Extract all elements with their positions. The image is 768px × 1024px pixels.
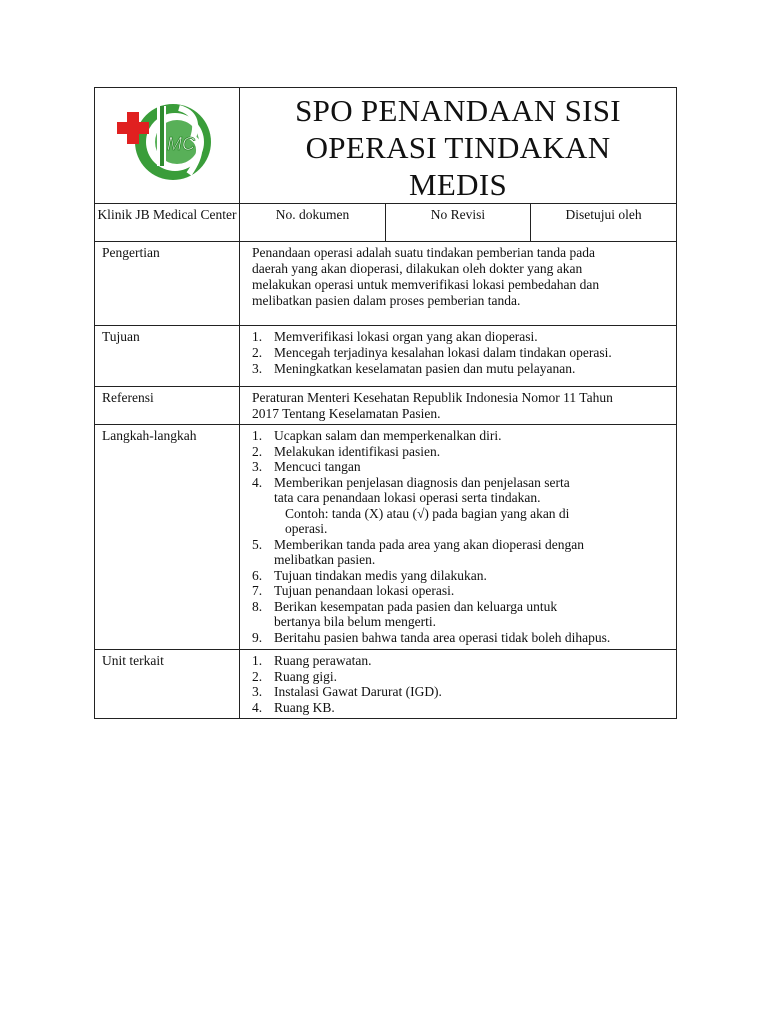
clinic-logo	[117, 98, 217, 186]
document-title	[240, 88, 677, 204]
list-item: 6. Tujuan tindakan medis yang dilakukan.	[252, 567, 487, 583]
list-item: 5. Memberikan tanda pada area yang akan dioperasi dengan melibatkan pasien.	[252, 536, 584, 567]
langkah-list	[252, 428, 666, 645]
logo-cell	[95, 88, 240, 204]
list-item: 4. Memberikan penjelasan diagnosis dan penjelasan serta tata cara penandaan lokasi operasi serta tindakan. Contoh: tanda (X) atau (√) pada bagian yang akan di operasi.	[252, 474, 570, 536]
title-line: SPO PENANDAAN SISI	[295, 93, 621, 128]
list-item: 1. Ruang perawatan.	[252, 653, 372, 668]
revision-number-label: No Revisi	[386, 204, 531, 242]
list-item: 1. Memverifikasi lokasi organ yang akan dioperasi.	[252, 329, 538, 344]
tujuan-list	[252, 329, 666, 377]
text-line: Penandaan operasi adalah suatu tindakan pemberian tanda pada	[252, 245, 595, 260]
clinic-name: Klinik JB Medical Center	[95, 204, 240, 242]
list-item: 2. Melakukan identifikasi pasien.	[252, 443, 441, 459]
section-content-pengertian	[240, 242, 677, 326]
list-item: 3. Meningkatkan keselamatan pasien dan mutu pelayanan.	[252, 361, 576, 376]
list-item: 9. Beritahu pasien bahwa tanda area operasi tidak boleh dihapus.	[252, 629, 611, 645]
section-label-langkah: Langkah-langkah	[95, 425, 240, 650]
section-content-tujuan	[240, 326, 677, 387]
spo-document	[94, 87, 676, 719]
text-line: Peraturan Menteri Kesehatan Republik Indonesia Nomor 11 Tahun	[252, 390, 613, 405]
text-line: melakukan operasi untuk memverifikasi lokasi pembedahan dan	[252, 277, 600, 292]
unit-list	[252, 653, 666, 715]
section-content-langkah	[240, 425, 677, 650]
document-number-label: No. dokumen	[240, 204, 386, 242]
list-item: 8. Berikan kesempatan pada pasien dan keluarga untuk bertanya bila belum mengerti.	[252, 598, 558, 629]
section-label-unit: Unit terkait	[95, 650, 240, 719]
section-label-referensi: Referensi	[95, 387, 240, 425]
list-item: 3. Instalasi Gawat Darurat (IGD).	[252, 684, 442, 699]
text-line: daerah yang akan dioperasi, dilakukan oleh dokter yang akan	[252, 261, 583, 276]
approved-by-label: Disetujui oleh	[531, 204, 677, 242]
text-line: melibatkan pasien dalam proses pemberian tanda.	[252, 293, 521, 308]
list-item: 2. Mencegah terjadinya kesalahan lokasi dalam tindakan operasi.	[252, 345, 612, 360]
svg-text:MC: MC	[167, 134, 195, 154]
title-line: OPERASI TINDAKAN	[305, 130, 611, 165]
list-item: 3. Mencuci tangan	[252, 459, 361, 474]
section-content-referensi	[240, 387, 677, 425]
list-item: 7. Tujuan penandaan lokasi operasi.	[252, 583, 455, 598]
section-label-tujuan: Tujuan	[95, 326, 240, 387]
spo-table	[94, 87, 677, 719]
list-item: 1. Ucapkan salam dan memperkenalkan diri.	[252, 428, 502, 443]
list-item: 2. Ruang gigi.	[252, 668, 337, 684]
section-content-unit	[240, 650, 677, 719]
list-item: 4. Ruang KB.	[252, 699, 335, 715]
text-line: 2017 Tentang Keselamatan Pasien.	[252, 406, 441, 421]
title-line: MEDIS	[409, 167, 507, 202]
section-label-pengertian: Pengertian	[95, 242, 240, 326]
